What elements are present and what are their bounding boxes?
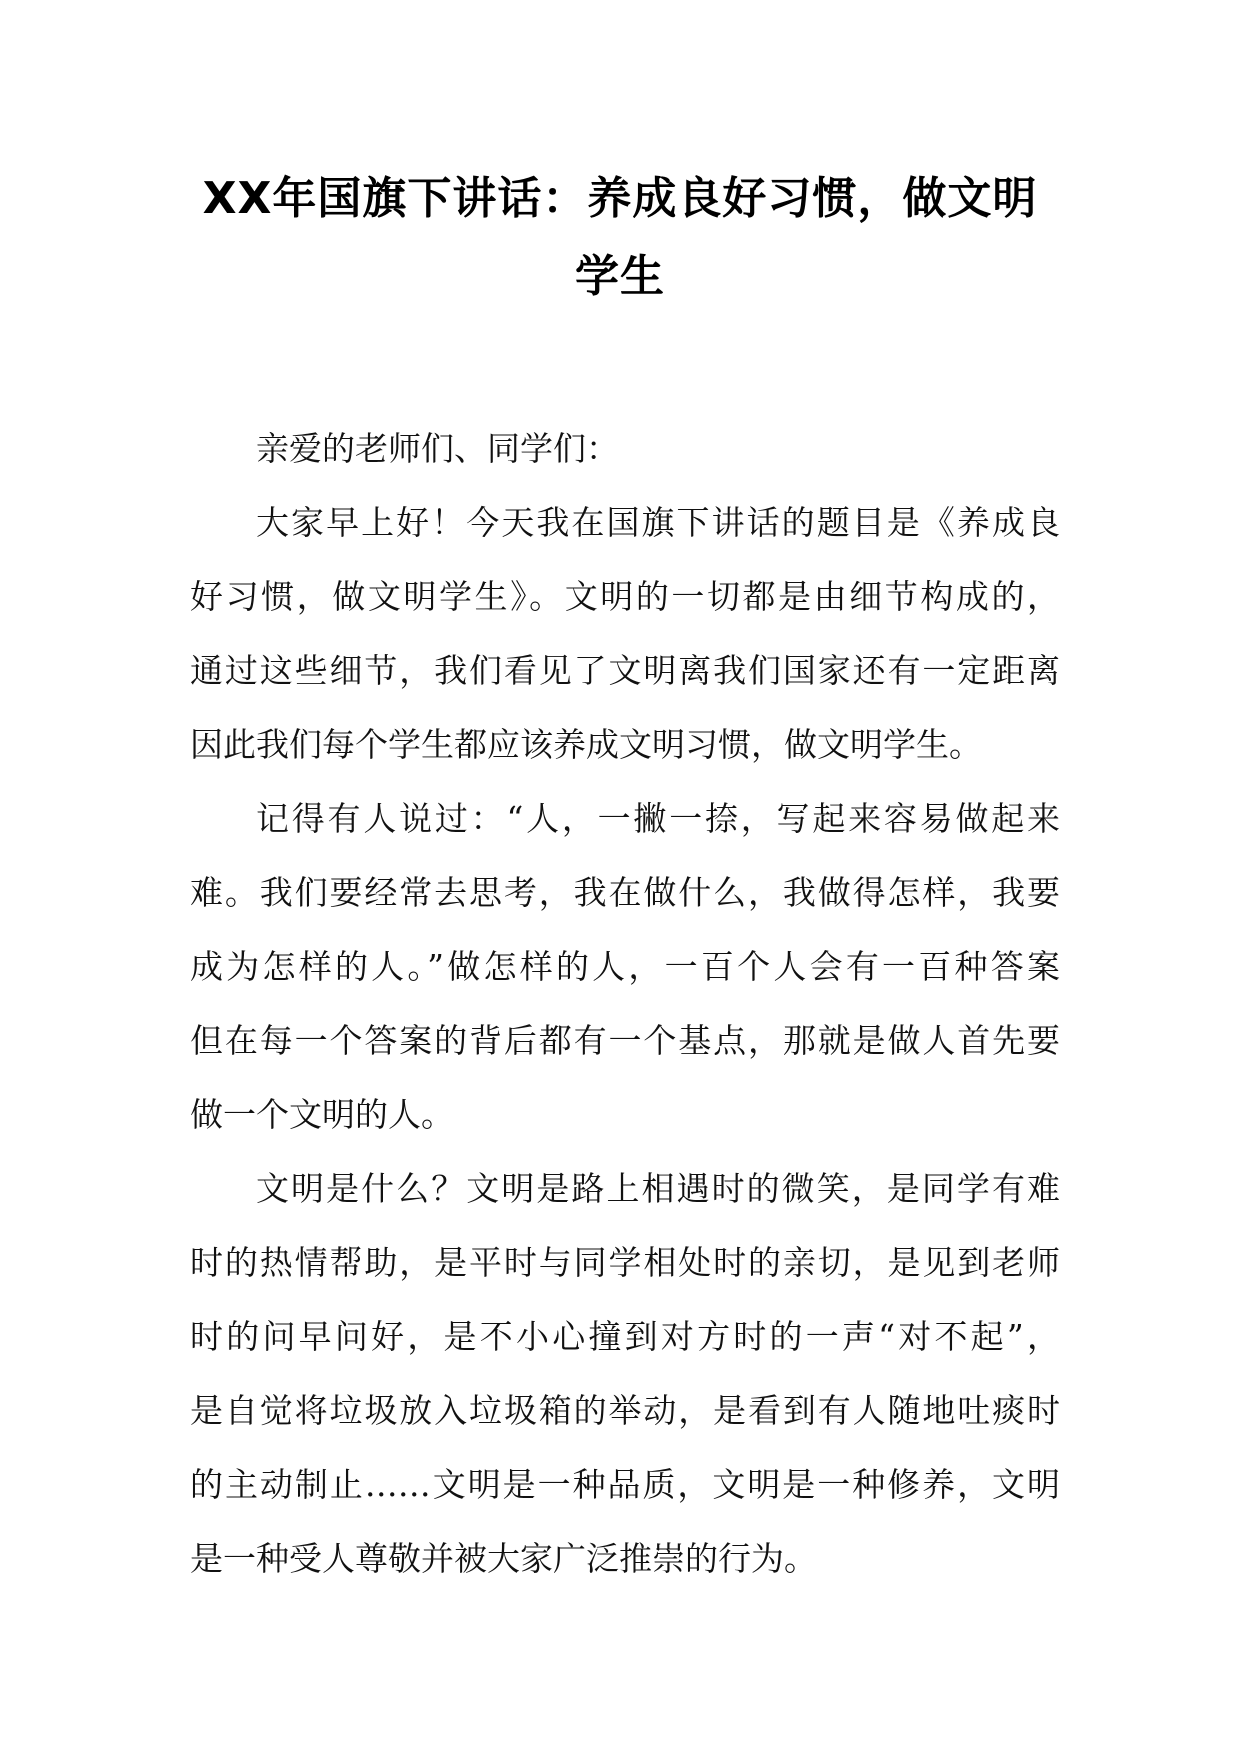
paragraph-line: 难。我们要经常去思考，我在做什么，我做得怎样，我要 — [190, 873, 1060, 912]
paragraph-greeting — [190, 486, 1060, 782]
document-body — [190, 412, 1060, 1596]
title-line-2: 学生 — [575, 251, 665, 302]
paragraph-quote — [190, 782, 1060, 1152]
paragraph-line: 记得有人说过：“人，一撇一捺，写起来容易做起来 — [256, 799, 1060, 838]
paragraph-line: 亲爱的老师们、同学们： — [256, 429, 619, 468]
paragraph-line: 的主动制止……文明是一种品质，文明是一种修养，文明 — [190, 1465, 1060, 1504]
paragraph-line: 文明是什么？文明是路上相遇时的微笑，是同学有难 — [256, 1169, 1060, 1208]
paragraph-line: 成为怎样的人。”做怎样的人，一百个人会有一百种答案 — [190, 947, 1060, 986]
title-line-1: XX年国旗下讲话：养成良好习惯，做文明 — [202, 173, 1038, 224]
paragraph-line: 做一个文明的人。 — [190, 1095, 454, 1134]
paragraph-line: 是自觉将垃圾放入垃圾箱的举动，是看到有人随地吐痰时 — [190, 1391, 1060, 1430]
paragraph-salutation — [190, 412, 1060, 486]
paragraph-line: 时的问早问好，是不小心撞到对方时的一声“对不起”， — [190, 1317, 1060, 1356]
paragraph-line: 但在每一个答案的背后都有一个基点，那就是做人首先要 — [190, 1021, 1060, 1060]
paragraph-line: 通过这些细节，我们看见了文明离我们国家还有一定距离 — [190, 651, 1060, 690]
paragraph-civility — [190, 1152, 1060, 1596]
paragraph-line: 大家早上好！今天我在国旗下讲话的题目是《养成良 — [256, 503, 1060, 542]
paragraph-line: 因此我们每个学生都应该养成文明习惯，做文明学生。 — [190, 725, 982, 764]
document-title — [150, 160, 1090, 316]
paragraph-line: 时的热情帮助，是平时与同学相处时的亲切，是见到老师 — [190, 1243, 1060, 1282]
paragraph-line: 好习惯，做文明学生》。文明的一切都是由细节构成的， — [190, 577, 1060, 616]
paragraph-line: 是一种受人尊敬并被大家广泛推崇的行为。 — [190, 1539, 817, 1578]
